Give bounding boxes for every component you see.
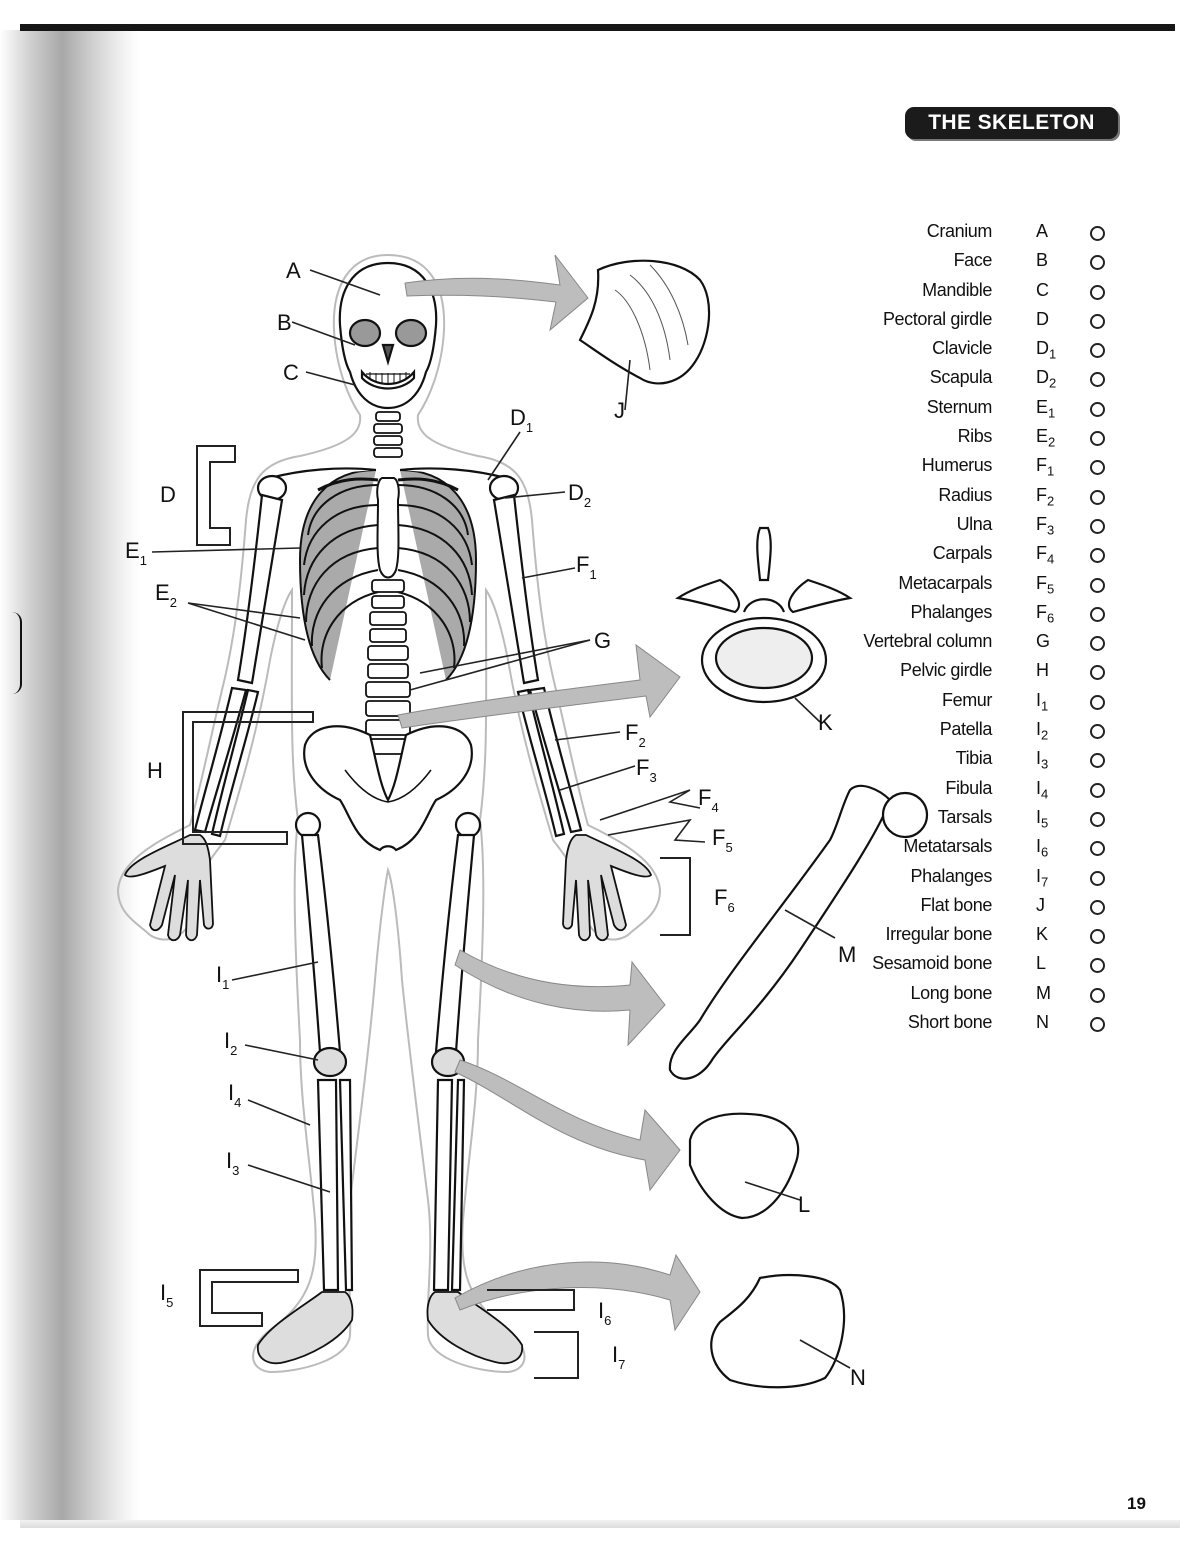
legend-row	[850, 367, 1120, 396]
label-I6: $I_6$	[598, 1298, 612, 1328]
legend-row	[850, 719, 1120, 748]
legend-bone-name: Carpals	[932, 543, 992, 564]
legend-row	[850, 338, 1120, 367]
legend-row	[850, 983, 1120, 1012]
color-key-circle[interactable]	[1090, 783, 1105, 798]
color-key-circle[interactable]	[1090, 548, 1105, 563]
page-number: 19	[1127, 1494, 1146, 1513]
color-key-circle[interactable]	[1090, 812, 1105, 827]
legend-code: D	[1036, 308, 1049, 329]
color-key-circle[interactable]	[1090, 929, 1105, 944]
color-key-circle[interactable]	[1090, 343, 1105, 358]
color-key-circle[interactable]	[1090, 402, 1105, 417]
legend-row	[850, 221, 1120, 250]
short-bone-drawing	[711, 1275, 844, 1387]
color-key-circle[interactable]	[1090, 314, 1105, 329]
legend-code: $D_1$	[1036, 338, 1057, 362]
legend-row	[850, 631, 1120, 660]
legend-row	[850, 866, 1120, 895]
flat-bone-drawing	[580, 261, 709, 384]
irregular-bone-drawing	[678, 528, 850, 702]
legend-code: $I_6$	[1036, 836, 1049, 860]
label-D1: $D_1$	[510, 405, 534, 435]
legend-row	[850, 748, 1120, 777]
label-F5: $F_5$	[712, 825, 733, 855]
legend-code: $F_1$	[1036, 455, 1055, 479]
label-D2: $D_2$	[568, 480, 592, 510]
legend-code: $F_5$	[1036, 572, 1055, 597]
legend-code: $I_7$	[1036, 865, 1049, 890]
label-N: N	[850, 1365, 866, 1390]
label-F3: $F_3$	[636, 755, 657, 785]
legend-row	[850, 924, 1120, 953]
legend-row	[850, 543, 1120, 572]
legend-bone-name: Pectoral girdle	[882, 308, 992, 329]
legend-bone-name: Femur	[941, 689, 992, 710]
legend-code: $E_1$	[1036, 396, 1056, 421]
legend-code: $F_2$	[1036, 484, 1055, 509]
legend-bone-name: Patella	[939, 719, 992, 740]
label-I7: $I_7$	[612, 1342, 626, 1372]
legend-code: $I_4$	[1036, 777, 1049, 802]
color-key-circle[interactable]	[1090, 607, 1105, 622]
label-E2: $E_2$	[155, 580, 177, 610]
legend-code: $I_2$	[1036, 719, 1049, 743]
legend-bone-name: Sesamoid bone	[872, 953, 992, 974]
label-K: K	[818, 710, 833, 735]
legend-bone-name: Ulna	[956, 513, 992, 534]
color-key-circle[interactable]	[1090, 665, 1105, 680]
legend-code: M	[1036, 982, 1051, 1003]
legend-bone-name: Flat bone	[920, 894, 992, 915]
legend-row	[850, 514, 1120, 543]
page-title: THE SKELETON	[905, 107, 1118, 139]
label-I4: $I_4$	[228, 1080, 242, 1110]
legend-code: $F_4$	[1036, 543, 1055, 567]
color-key-circle[interactable]	[1090, 460, 1105, 475]
legend-row	[850, 836, 1120, 865]
label-M: M	[838, 942, 857, 967]
color-key-circle[interactable]	[1090, 578, 1105, 593]
bone-legend	[850, 221, 1120, 1041]
legend-code: $D_2$	[1036, 367, 1057, 392]
legend-row	[850, 573, 1120, 602]
legend-bone-name: Irregular bone	[885, 924, 992, 945]
legend-row	[850, 953, 1120, 982]
color-key-circle[interactable]	[1090, 841, 1105, 856]
legend-row	[850, 807, 1120, 836]
color-key-circle[interactable]	[1090, 695, 1105, 710]
label-H: H	[147, 758, 163, 783]
legend-bone-name: Humerus	[921, 455, 992, 476]
sesamoid-bone-drawing	[690, 1114, 798, 1218]
label-I1: $I_1$	[216, 962, 230, 992]
legend-bone-name: Metacarpals	[898, 572, 992, 593]
color-key-circle[interactable]	[1090, 226, 1105, 241]
legend-code: H	[1036, 660, 1049, 681]
legend-row	[850, 426, 1120, 455]
label-I5: $I_5$	[160, 1280, 174, 1310]
diagram-labels	[125, 258, 866, 1390]
legend-bone-name: Fibula	[945, 777, 992, 798]
color-key-circle[interactable]	[1090, 431, 1105, 446]
legend-row	[850, 660, 1120, 689]
label-D: D	[160, 482, 176, 507]
legend-bone-name: Tibia	[955, 748, 992, 769]
color-key-circle[interactable]	[1090, 285, 1105, 300]
label-C: C	[283, 360, 299, 385]
legend-bone-name: Cranium	[926, 221, 992, 241]
label-J: J	[614, 398, 625, 423]
legend-bone-name: Sternum	[926, 396, 992, 417]
legend-bone-name: Face	[953, 250, 992, 271]
legend-bone-name: Tarsals	[937, 806, 992, 827]
legend-bone-name: Metatarsals	[903, 836, 992, 857]
legend-bone-name: Mandible	[922, 279, 992, 300]
legend-row	[850, 455, 1120, 484]
color-key-circle[interactable]	[1090, 988, 1105, 1003]
legend-bone-name: Ribs	[957, 426, 992, 447]
legend-code: K	[1036, 924, 1049, 945]
label-E1: $E_1$	[125, 538, 147, 568]
color-key-circle[interactable]	[1090, 1017, 1105, 1032]
color-key-circle[interactable]	[1090, 871, 1105, 886]
legend-code: L	[1036, 953, 1047, 974]
legend-code: $E_2$	[1036, 426, 1056, 450]
legend-row	[850, 280, 1120, 309]
label-G: G	[594, 628, 612, 653]
legend-row	[850, 602, 1120, 631]
label-F4: $F_4$	[698, 785, 719, 815]
legs	[296, 813, 480, 1290]
label-F6: $F_6$	[714, 885, 735, 915]
legend-row	[850, 485, 1120, 514]
legend-code: $F_6$	[1036, 601, 1055, 626]
hands	[125, 835, 651, 940]
legend-row	[850, 1012, 1120, 1041]
sternum	[377, 478, 399, 578]
color-key-circle[interactable]	[1090, 753, 1105, 768]
color-key-circle[interactable]	[1090, 900, 1105, 915]
legend-bone-name: Long bone	[910, 982, 992, 1003]
legend-bone-name: Phalanges	[910, 601, 992, 622]
legend-row	[850, 397, 1120, 426]
legend-bone-name: Phalanges	[910, 865, 992, 886]
color-key-circle[interactable]	[1090, 372, 1105, 387]
legend-code: $I_1$	[1036, 689, 1049, 714]
legend-code: A	[1036, 221, 1049, 241]
legend-code: J	[1036, 894, 1045, 915]
legend-code: N	[1036, 1012, 1049, 1033]
legend-code: G	[1036, 631, 1051, 652]
label-F1: $F_1$	[576, 552, 597, 582]
label-I3: $I_3$	[226, 1148, 240, 1178]
legend-code: $I_3$	[1036, 748, 1049, 772]
color-key-circle[interactable]	[1090, 958, 1105, 973]
legend-bone-name: Radius	[938, 484, 992, 505]
legend-bone-name: Scapula	[929, 367, 992, 388]
legend-code: C	[1036, 279, 1049, 300]
legend-row	[850, 690, 1120, 719]
label-A: A	[286, 258, 301, 283]
legend-bone-name: Short bone	[907, 1012, 992, 1033]
legend-row	[850, 778, 1120, 807]
color-key-circle[interactable]	[1090, 490, 1105, 505]
legend-row	[850, 895, 1120, 924]
legend-row	[850, 309, 1120, 338]
legend-bone-name: Pelvic girdle	[900, 660, 992, 681]
label-L: L	[798, 1192, 811, 1217]
legend-code: $F_3$	[1036, 513, 1055, 538]
label-B: B	[277, 310, 292, 335]
color-key-circle[interactable]	[1090, 519, 1105, 534]
vertebral-column	[366, 412, 410, 754]
legend-row	[850, 250, 1120, 279]
label-I2: $I_2$	[224, 1028, 238, 1058]
legend-code: B	[1036, 250, 1049, 271]
legend-bone-name: Vertebral column	[863, 631, 992, 652]
color-key-circle[interactable]	[1090, 255, 1105, 270]
color-key-circle[interactable]	[1090, 724, 1105, 739]
legend-bone-name: Clavicle	[932, 338, 992, 359]
label-F2: $F_2$	[625, 720, 646, 750]
legend-code: $I_5$	[1036, 806, 1049, 831]
color-key-circle[interactable]	[1090, 636, 1105, 651]
